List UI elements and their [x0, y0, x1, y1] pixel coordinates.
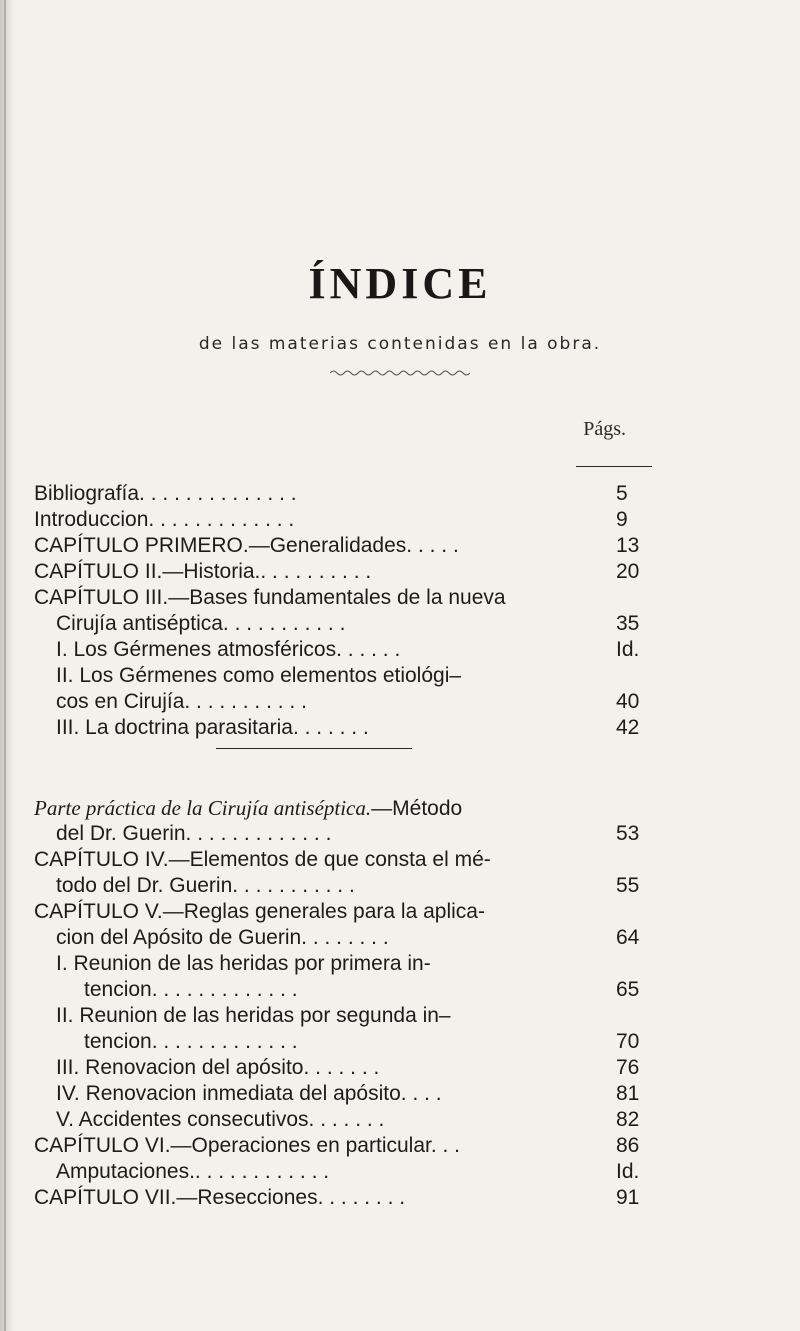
toc-entry-page: 35 — [616, 612, 640, 635]
toc-entry-text: CAPÍTULO VI.—Operaciones en particular. . . — [34, 1134, 461, 1157]
toc-entry — [0, 688, 800, 716]
toc-entry-page: 81 — [616, 1082, 640, 1105]
toc-entry — [0, 636, 800, 664]
toc-entry — [0, 950, 800, 978]
pages-column-header: Págs. — [583, 418, 626, 440]
toc-entry-text: CAPÍTULO III.—Bases fundamentales de la nueva — [34, 586, 506, 609]
wavy-ornament — [330, 369, 470, 377]
toc-entry-text: V. Accidentes consecutivos. . . . . . . — [56, 1108, 385, 1131]
toc-entry — [0, 898, 800, 926]
toc-entry — [0, 610, 800, 638]
toc-entry — [0, 1002, 800, 1030]
toc-entry-text: CAPÍTULO V.—Reglas generales para la aplica- — [34, 900, 485, 923]
part-heading — [0, 794, 800, 822]
toc-entry — [0, 872, 800, 900]
toc-entry — [0, 976, 800, 1004]
toc-entry — [0, 1106, 800, 1134]
toc-entry-text: Amputaciones.. . . . . . . . . . . . — [56, 1160, 330, 1183]
toc-entry — [0, 1132, 800, 1160]
toc-entry-page: 91 — [616, 1186, 640, 1209]
index-title: ÍNDICE — [308, 259, 492, 308]
toc-entry-page: 70 — [616, 1030, 640, 1053]
part-heading-italic: Parte práctica de la Cirujía antiséptica. — [34, 796, 372, 820]
toc-entry — [0, 558, 800, 586]
toc-entry — [0, 1028, 800, 1056]
toc-entry-text: Introduccion. . . . . . . . . . . . . — [34, 508, 295, 531]
toc-entry-text: tencion. . . . . . . . . . . . . — [84, 1030, 298, 1053]
toc-entry — [0, 846, 800, 874]
toc-entry-page: 53 — [616, 822, 640, 845]
toc-entry-page: Id. — [616, 1160, 640, 1183]
toc-entry-page: 76 — [616, 1056, 640, 1079]
toc-entry — [0, 662, 800, 690]
toc-entry-text: del Dr. Guerin. . . . . . . . . . . . . — [56, 822, 332, 845]
toc-entry-page: 13 — [616, 534, 640, 557]
toc-entry-text: CAPÍTULO PRIMERO.—Generalidades. . . . . — [34, 534, 459, 557]
toc-entry-text: CAPÍTULO IV.—Elementos de que consta el mé- — [34, 848, 491, 871]
toc-entry-text: I. Reunion de las heridas por primera in- — [56, 952, 431, 975]
toc-entry-text: Cirujía antiséptica. . . . . . . . . . . — [56, 612, 346, 635]
toc-entry — [0, 714, 800, 742]
toc-entry-text: cion del Apósito de Guerin. . . . . . . . — [56, 926, 389, 949]
toc-entry-text: III. Renovacion del apósito. . . . . . . — [56, 1056, 380, 1079]
part-heading-rest: —Método — [371, 797, 463, 820]
section-divider — [216, 748, 412, 749]
toc-entry-page: 64 — [616, 926, 640, 949]
toc-entry-page: 86 — [616, 1134, 640, 1157]
toc-entry-page: 55 — [616, 874, 640, 897]
toc-entry-page: 42 — [616, 716, 640, 739]
toc-entry-text: cos en Cirujía. . . . . . . . . . . — [56, 690, 307, 713]
pages-header-rule — [576, 466, 652, 467]
toc-entry-text: CAPÍTULO VII.—Resecciones. . . . . . . . — [34, 1186, 406, 1209]
toc-entry-page: 5 — [616, 482, 628, 505]
toc-entry-page: Id. — [616, 638, 640, 661]
toc-entry-text: tencion. . . . . . . . . . . . . — [84, 978, 298, 1001]
toc-entry — [0, 924, 800, 952]
toc-entry — [0, 480, 800, 508]
toc-entry-page: 20 — [616, 560, 640, 583]
toc-entry — [0, 532, 800, 560]
toc-entry-text: IV. Renovacion inmediata del apósito. . . . — [56, 1082, 442, 1105]
toc-entry-text: II. Reunion de las heridas por segunda in– — [56, 1004, 451, 1027]
toc-entry-page: 9 — [616, 508, 628, 531]
toc-entry-text: todo del Dr. Guerin. . . . . . . . . . . — [56, 874, 355, 897]
toc-entry-text: II. Los Gérmenes como elementos etiológi– — [56, 664, 462, 687]
toc-entry-page: 65 — [616, 978, 640, 1001]
toc-entry-page: 82 — [616, 1108, 640, 1131]
toc-entry-text: III. La doctrina parasitaria. . . . . . . — [56, 716, 369, 739]
toc-entry-text: CAPÍTULO II.—Historia.. . . . . . . . . . — [34, 560, 372, 583]
toc-entry — [0, 584, 800, 612]
toc-entry — [0, 820, 800, 848]
toc-entry — [0, 1184, 800, 1212]
toc-entry-text: Bibliografía. . . . . . . . . . . . . . — [34, 482, 297, 505]
index-subtitle: de las materias contenidas en la obra. — [198, 334, 602, 354]
toc-entry — [0, 1054, 800, 1082]
toc-entry-page: 40 — [616, 690, 640, 713]
toc-entry-text: I. Los Gérmenes atmosféricos. . . . . . — [56, 638, 401, 661]
toc-entry — [0, 1080, 800, 1108]
toc-entry — [0, 1158, 800, 1186]
toc-entry — [0, 506, 800, 534]
